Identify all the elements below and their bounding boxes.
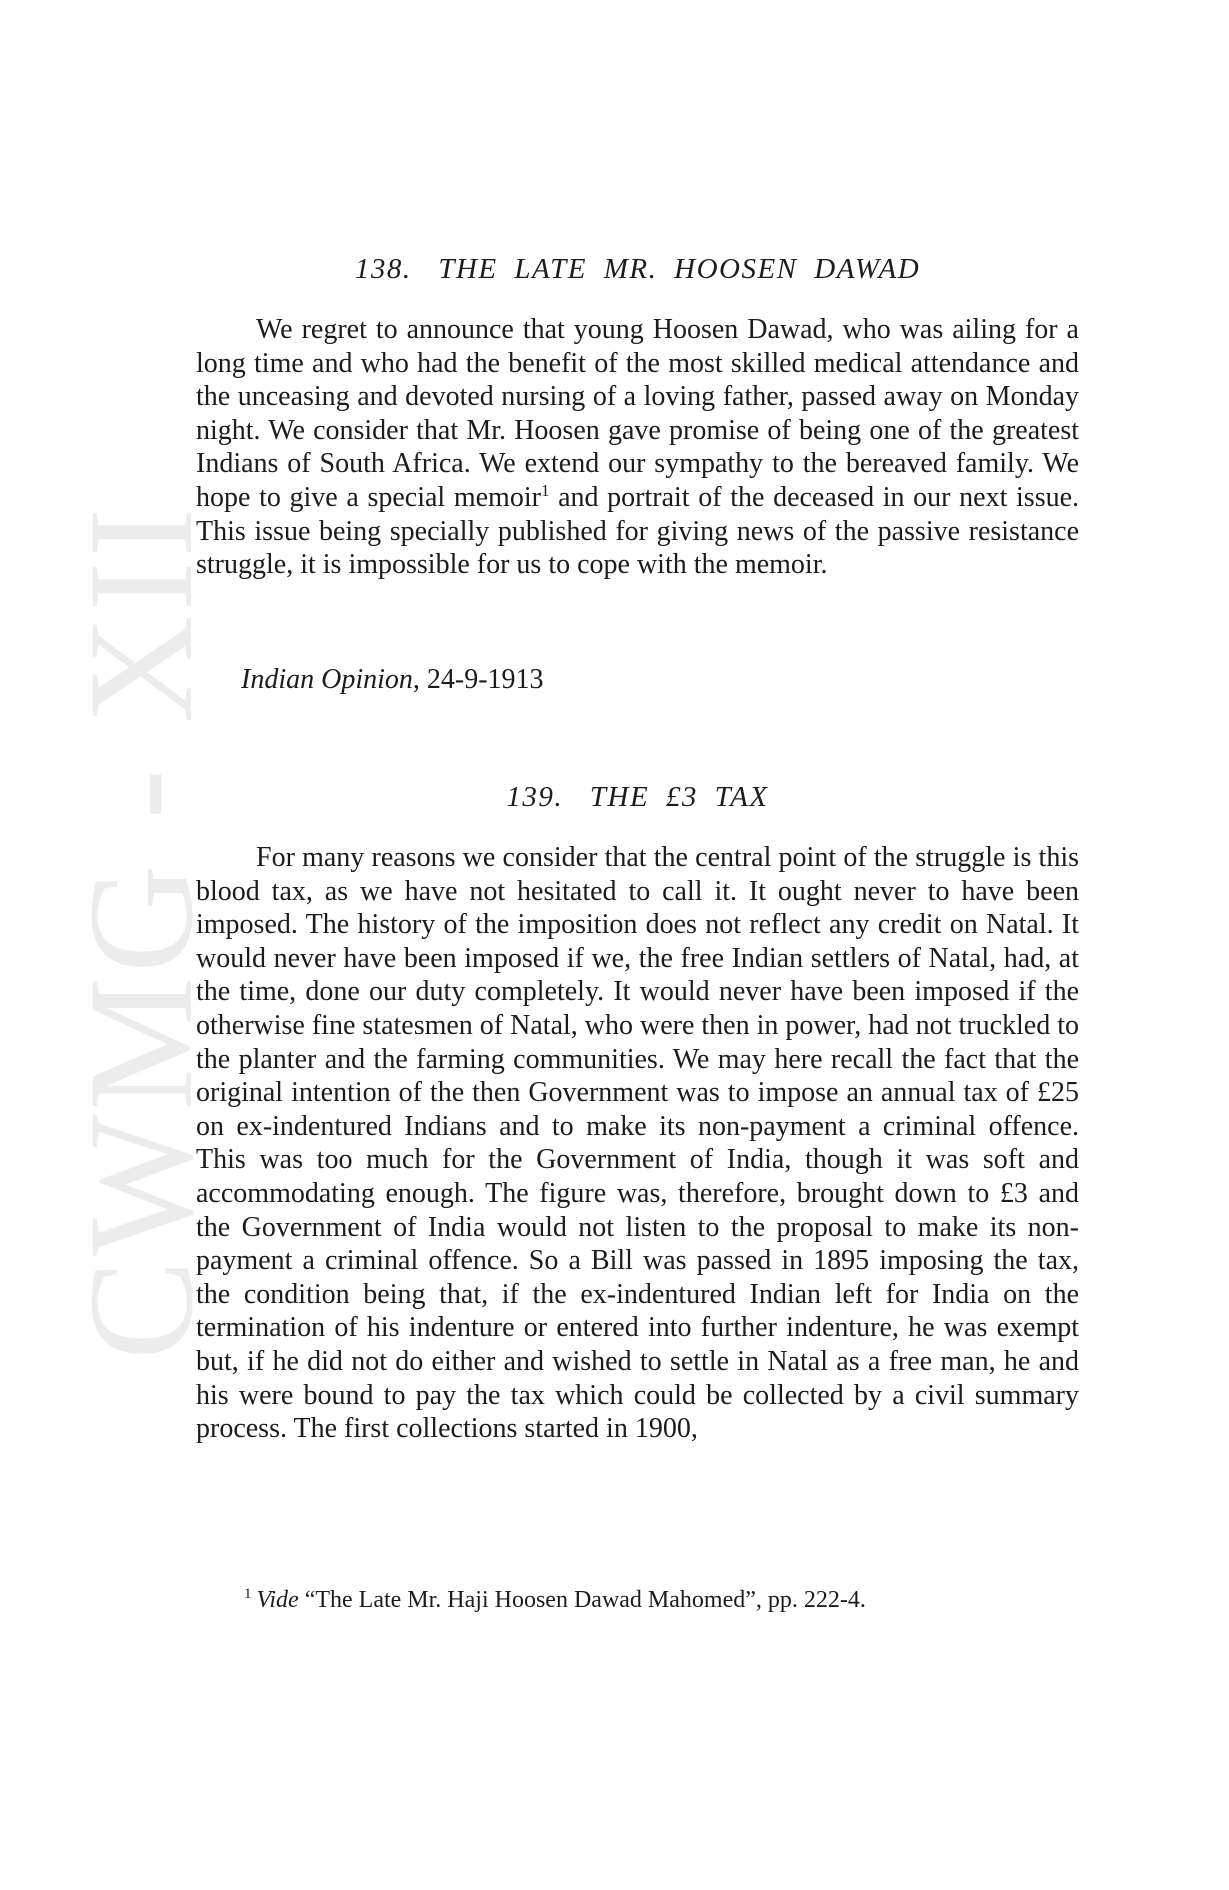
article-139-number: 139. (506, 781, 564, 813)
article-138-body-part2: and portrait of the deceased in our next issue. This issue being specially published for giving news of the passive resistance struggle, it is impossible for us to cope with the memoir. (196, 481, 1080, 581)
article-138-source (241, 663, 544, 697)
footnote (244, 1585, 866, 1615)
source-date: , 24-9-1913 (412, 664, 544, 695)
article-138-body (196, 313, 1079, 582)
source-publication: Indian Opinion (241, 664, 413, 695)
footnote-mark: 1 (244, 1586, 252, 1602)
footnote-vide: Vide (256, 1587, 299, 1613)
footnote-reference-mark: 1 (540, 480, 550, 500)
article-138-title: THE LATE MR. HOOSEN DAWAD (438, 253, 921, 285)
article-139-title: THE £3 TAX (589, 781, 769, 813)
article-139-body: For many reasons we consider that the central point of the struggle is this blood tax, as we have not hesitated to call it. It ought never to have been imposed. The history of the imposition does not reflect any credit on Natal. It would never have been imposed if we, the free Indian settlers of Natal, had, at the time, done our duty completely. It would never have been imposed if the otherwise fine statesmen of Natal, who were then in power, had not truckled to the planter and the farming communities. We may here recall the fact that the original intention of the then Government was to impose an annual tax of £25 on ex-indentured Indians and to make its non-payment a criminal offence. This was too much for the Government of India, though it was soft and accommodating enough. The figure was, therefore, brought down to £3 and the Government of India would not listen to the proposal to make its non-payment a criminal offence. So a Bill was passed in 1895 imposing the tax, the condition being that, if the ex-indentured Indian left for India on the termination of his indenture or entered into further indenture, he was exempt but, if he did not do either and wished to settle in Natal as a free man, he and his were bound to pay the tax which could be collected by a civil summary process. The first collections started in 1900, (196, 842, 1079, 1445)
article-138-heading (196, 252, 1079, 286)
article-139-heading (196, 780, 1079, 814)
watermark: CWMG - XII (58, 503, 224, 1360)
article-138-body-part1: We regret to announce that young Hoosen Dawad, who was ailing for a long time and who had the benefit of the most skilled medical attendance and the unceasing and devoted nursing of a loving father, passed away on Monday night. We consider that Mr. Hoosen gave promise of being one of the greatest Indians of South Africa. We extend our sympathy to the bereaved family. We hope to give a special memoir (196, 314, 1079, 513)
footnote-text: “The Late Mr. Haji Hoosen Dawad Mahomed”, pp. 222-4. (298, 1587, 866, 1613)
article-138-number: 138. (354, 253, 412, 285)
